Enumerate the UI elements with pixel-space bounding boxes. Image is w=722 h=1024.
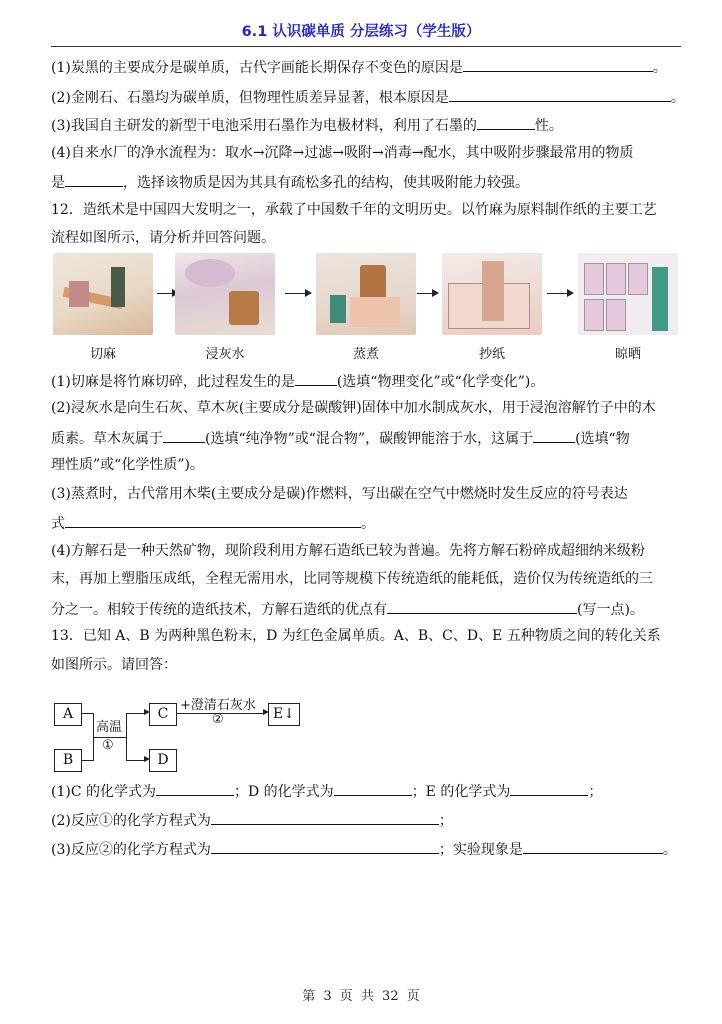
answer-blank[interactable]	[533, 427, 575, 443]
q13-sub3: (3)反应②的化学方程式为 ；实验现象是 。	[51, 838, 677, 860]
illustration-image	[316, 253, 416, 335]
illustration-image	[53, 253, 153, 335]
arrow-icon	[157, 293, 177, 294]
flow-step-scoop: 抄纸	[442, 253, 542, 362]
papermaking-flow-figure	[50, 253, 690, 363]
q13-sub1: (1)C 的化学式为 ；D 的化学式为 ；E 的化学式为 ；	[51, 780, 602, 802]
q11-item-4-line1: (4)自来水厂的净水流程为：取水→沉降→过滤→吸附→消毒→配水，其中吸附步骤最常用的物质	[51, 145, 634, 161]
substance-box-c: C	[149, 703, 177, 726]
q11-item-2: (2)金刚石、石墨均为碳单质，但物理性质差异显著，根本原因是 。	[51, 86, 685, 108]
q12-sub3-line1: (3)蒸煮时，古代常用木柴(主要成分是碳)作燃料，写出碳在空气中燃烧时发生反应的符号表达	[51, 486, 628, 502]
answer-blank[interactable]	[295, 370, 337, 386]
page-number: 第 3 页 共 32 页	[302, 989, 420, 1004]
answer-blank[interactable]	[463, 56, 653, 72]
answer-blank[interactable]	[523, 838, 663, 854]
q12-sub2-line1: (2)浸灰水是向生石灰、草木灰(主要成分是碳酸钾)固体中加水制成灰水，用于浸泡溶解竹子中的木	[51, 400, 656, 416]
q12-sub4-line1: (4)方解石是一种天然矿物，现阶段利用方解石造纸已较为普遍。先将方解石粉碎成超细纳米级粉	[51, 543, 645, 559]
q12-sub2-line2: 质素。草木灰属于 (选填“纯净物”或“混合物”，碳酸钾能溶于水，这属于 (选填“物	[51, 427, 630, 449]
answer-blank[interactable]	[387, 598, 577, 614]
q13-sub2: (2)反应①的化学方程式为 ；	[51, 809, 453, 831]
illustration-image	[578, 253, 678, 335]
answer-blank[interactable]	[449, 86, 671, 102]
reaction-number-1: ①	[102, 738, 114, 753]
arrow-icon	[144, 756, 150, 762]
answer-blank[interactable]	[65, 512, 361, 528]
condition-limewater: +澄清石灰水	[180, 698, 256, 713]
substance-box-a: A	[54, 703, 82, 726]
reaction-number-2: ②	[212, 712, 224, 727]
answer-blank[interactable]	[163, 427, 205, 443]
illustration-image	[175, 253, 275, 335]
condition-high-temp: 高温	[96, 720, 123, 735]
illustration-image	[442, 253, 542, 335]
flow-step-dry: 晾晒	[578, 253, 678, 362]
q11-item-1: (1)炭黑的主要成分是碳单质，古代字画能长期保存不变色的原因是 。	[51, 56, 667, 78]
arrow-icon	[144, 709, 150, 715]
q12-sub1: (1)切麻是将竹麻切碎，此过程发生的是 (选填“物理变化”或“化学变化”)。	[51, 370, 544, 392]
arrow-icon	[263, 709, 269, 715]
q13-stem-line1: 13．已知 A、B 为两种黑色粉末，D 为红色金属单质。A、B、C、D、E 五种物质之间的转化关系	[51, 628, 661, 644]
q13-stem-line2: 如图所示。请回答：	[51, 657, 177, 673]
arrow-icon	[285, 293, 310, 294]
q12-stem-line1: 12．造纸术是中国四大发明之一，承载了中国数千年的文明历史。以竹麻为原料制作纸的主要工艺	[51, 202, 657, 218]
header-divider	[51, 46, 681, 47]
q12-sub4-line2: 末，再加上塑脂压成纸，全程无需用水，比同等规模下传统造纸的能耗低，造价仅为传统造纸的三	[51, 571, 653, 587]
flow-step-steam: 蒸煮	[316, 253, 416, 362]
page-title: 6.1 认识碳单质 分层练习（学生版）	[241, 24, 481, 40]
q12-sub2-line3: 理性质”或“化学性质”)。	[51, 457, 204, 473]
q12-stem-line2: 流程如图所示，请分析并回答问题。	[51, 230, 275, 246]
answer-blank[interactable]	[156, 780, 234, 796]
answer-blank[interactable]	[477, 114, 535, 130]
arrow-icon	[547, 293, 572, 294]
answer-blank[interactable]	[510, 780, 588, 796]
answer-blank[interactable]	[211, 838, 439, 854]
flow-step-cut: 切麻	[53, 253, 153, 362]
q11-item-4-line2: 是 ，选择该物质是因为其具有疏松多孔的结构，使其吸附能力较强。	[51, 171, 529, 193]
reaction-diagram	[40, 694, 360, 794]
q12-sub4-line3: 分之一。相较于传统的造纸技术，方解石造纸的优点有 (写一点)。	[51, 598, 644, 620]
substance-box-e: E↓	[268, 703, 300, 726]
answer-blank[interactable]	[334, 780, 412, 796]
substance-box-b: B	[54, 749, 82, 772]
substance-box-d: D	[149, 749, 177, 772]
flow-step-soak: 浸灰水	[175, 253, 275, 362]
answer-blank[interactable]	[65, 171, 123, 187]
answer-blank[interactable]	[211, 809, 439, 825]
q12-sub3-line2: 式 。	[51, 512, 375, 534]
q11-item-3: (3)我国自主研发的新型干电池采用石墨作为电极材料，利用了石墨的 性。	[51, 114, 563, 136]
arrow-icon	[417, 293, 437, 294]
